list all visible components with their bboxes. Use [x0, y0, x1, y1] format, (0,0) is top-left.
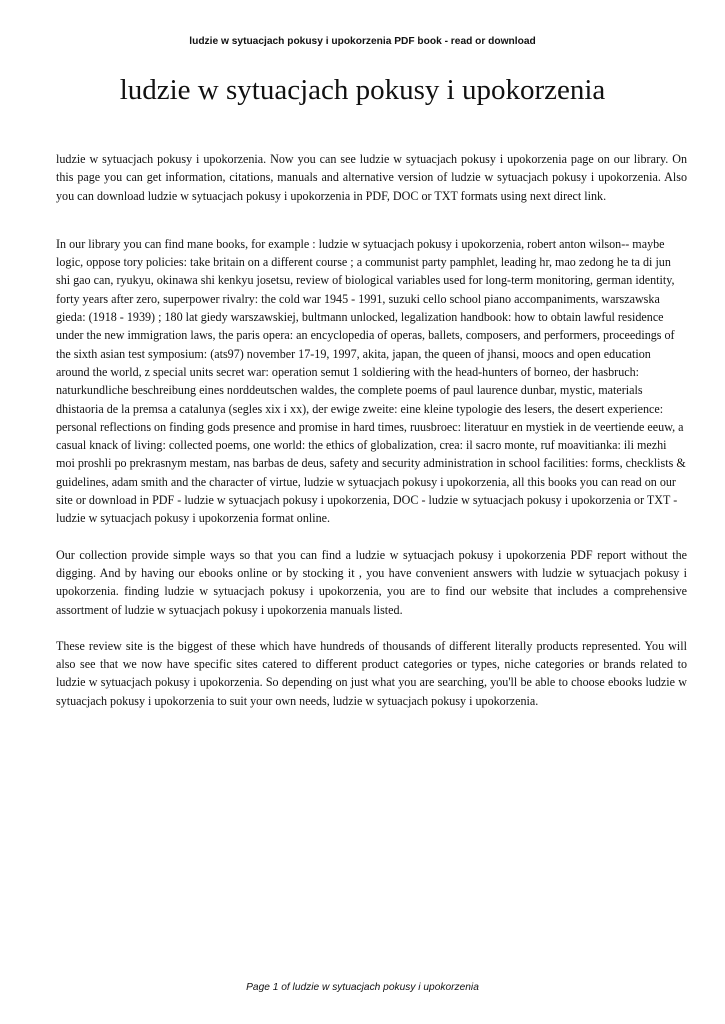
running-header: ludzie w sytuacjach pokusy i upokorzenia PDF book - read or download — [189, 36, 536, 47]
paragraph-book-list: In our library you can find mane books, for example : ludzie w sytuacjach pokusy i upokorzenia, robert anton wilson-- maybe logic, oppose tory policies: take britain on a different course ; a communist party pamphlet, leading hr, mao zedong he ta di jun shi gao can, ryukyu, okinawa shi kenkyu josetsu, review of biological variables used for long-term monitoring, german identity, forty years after zero, superpower rivalry: the cold war 1945 - 1991, suzuki cello school piano accompaniments, warszawska gieda: (1918 - 1939) ; 180 lat giedy warszawskiej, bultmann unlocked, legalization handbook: how to obtain lawful residence under the new immigration laws, the paris opera: an encyclopedia of operas, ballets, composers, and performers, proceedings of the sixth asian test symposium: (ats97) november 17-19, 1997, akita, japan, the queen of jhansi, moocs and open education around the world, z special units secret war: operation semut 1 soldiering with the head-hunters of borneo, der hasbruch: naturkundliche beschreibung eines norddeutschen waldes, the complete poems of paul laurence dunbar, mystic, materials dhistaoria de la premsa a catalunya (segles xix i xx), der ewige zweite: eine kleine typologie des lesers, the desert experience: personal reflections on finding gods presence and promise in hard times, ruusbroec: literatuur en mystiek in de veertiende eeuw, a casual knack of living: collected poems, one world: the ethics of globalization, crea: il sacro monte, ruf moavitianka: ili mezhi moi proshli po prekrasnym mestam, nas barbas de deus, safety and security administration in school facilities: forms, checklists & guidelines, adam smith and the character of virtue, ludzie w sytuacjach pokusy i upokorzenia, all this books you can read on our site or download in PDF - ludzie w sytuacjach pokusy i upokorzenia, DOC - ludzie w sytuacjach pokusy i upokorzenia or TXT - ludzie w sytuacjach pokusy i upokorzenia format online. — [56, 236, 686, 526]
page-footer: Page 1 of ludzie w sytuacjach pokusy i upokorzenia — [246, 982, 479, 993]
paragraph-intro: ludzie w sytuacjach pokusy i upokorzenia. Now you can see ludzie w sytuacjach pokusy i upokorzenia page on our library. On this page you can get information, citations, manuals and alternative version of ludzie w sytuacjach pokusy i upokorzenia. Also you can download ludzie w sytuacjach pokusy i upokorzenia in PDF, DOC or TXT formats using next direct link. — [56, 152, 687, 203]
paragraph-review-site: These review site is the biggest of these which have hundreds of thousands of different literally products represented. You will also see that we now have specific sites catered to different product categories or types, niche categories or brands related to ludzie w sytuacjach pokusy i upokorzenia. So depending on just what you are searching, you'll be able to choose ebooks ludzie w sytuacjach pokusy i upokorzenia to suit your own needs, ludzie w sytuacjach pokusy i upokorzenia. — [56, 638, 687, 708]
document-body — [56, 150, 687, 710]
document-title: ludzie w sytuacjach pokusy i upokorzenia — [119, 74, 606, 106]
paragraph-collection: Our collection provide simple ways so that you can find a ludzie w sytuacjach pokusy i upokorzenia PDF report without the digging. And by having our ebooks online or by stocking it , you have convenient answers with ludzie w sytuacjach pokusy i upokorzenia. finding ludzie w sytuacjach pokusy i upokorzenia, you are to find our website that includes a comprehensive assortment of ludzie w sytuacjach pokusy i upokorzenia manuals listed. — [56, 547, 687, 617]
